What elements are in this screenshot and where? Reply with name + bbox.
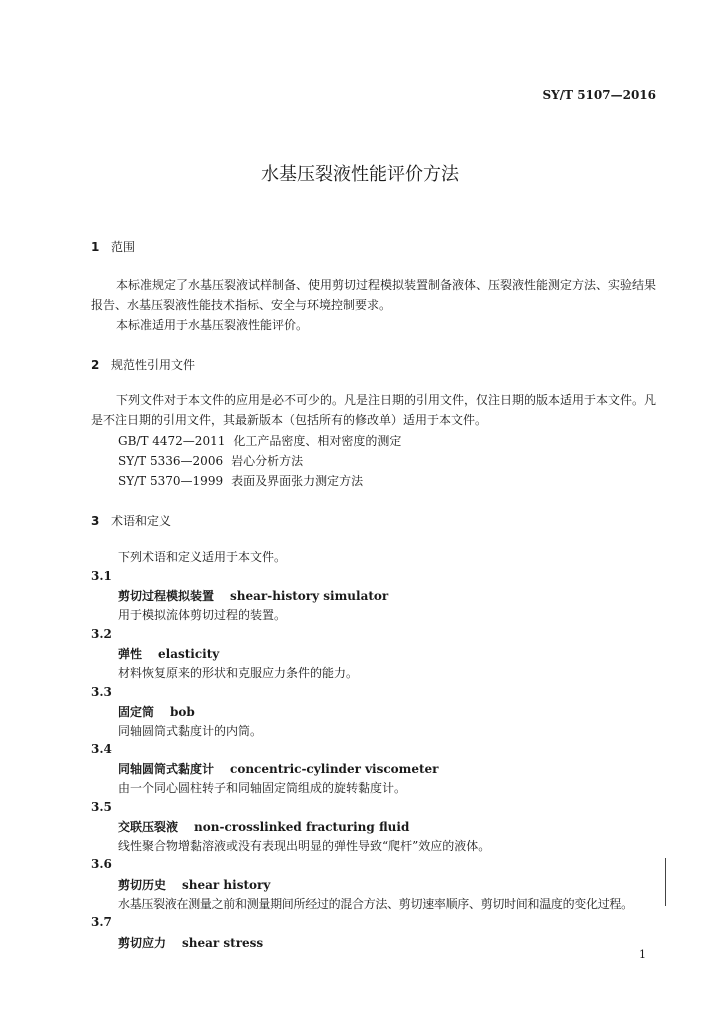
- term-number: 3.7: [91, 915, 112, 929]
- page-number: 1: [639, 948, 646, 961]
- section-number: 1: [91, 240, 100, 254]
- document-title: 水基压裂液性能评价方法: [261, 164, 459, 185]
- reference-item: [118, 472, 363, 489]
- term-definition: 线性聚合物增黏溶液或没有表现出明显的弹性导致“爬杆”效应的液体。: [118, 839, 491, 853]
- term-en: elasticity: [158, 647, 220, 661]
- term-zh: 交联压裂液: [118, 820, 179, 834]
- term-heading: [118, 934, 263, 951]
- term-number: 3.6: [91, 857, 112, 871]
- standard-number: SY/T 5107—2016: [542, 88, 656, 102]
- reference-code: SY/T 5370—1999: [118, 474, 224, 488]
- term-number: 3.3: [91, 685, 112, 699]
- section-1-heading: [91, 238, 135, 255]
- section-3-intro: 下列术语和定义适用于本文件。: [118, 550, 287, 564]
- term-heading: [118, 876, 270, 893]
- section-3-heading: [91, 512, 171, 529]
- term-en: shear history: [182, 878, 271, 892]
- reference-name: 化工产品密度、相对密度的测定: [233, 434, 402, 448]
- term-zh: 固定筒: [118, 705, 155, 719]
- term-heading: [118, 760, 439, 777]
- section-number: 3: [91, 514, 100, 528]
- term-zh: 剪切应力: [118, 936, 167, 950]
- margin-line: [665, 858, 666, 906]
- section-1-paragraph-2: 本标准适用于水基压裂液性能评价。: [116, 318, 309, 332]
- term-zh: 弹性: [118, 647, 143, 661]
- term-definition: 用于模拟流体剪切过程的装置。: [118, 608, 287, 622]
- section-2-heading: [91, 356, 195, 373]
- section-title: 范围: [111, 240, 136, 254]
- section-title: 规范性引用文件: [111, 358, 196, 372]
- section-title: 术语和定义: [111, 514, 172, 528]
- reference-code: SY/T 5336—2006: [118, 454, 224, 468]
- term-heading: [118, 587, 388, 604]
- term-zh: 剪切历史: [118, 878, 167, 892]
- term-zh: 剪切过程模拟装置: [118, 589, 215, 603]
- term-heading: [118, 703, 195, 720]
- term-en: shear stress: [182, 936, 264, 950]
- term-heading: [118, 818, 409, 835]
- term-en: bob: [170, 705, 195, 719]
- term-heading: [118, 645, 219, 662]
- term-number: 3.4: [91, 742, 112, 756]
- section-2-paragraph-1: 下列文件对于本文件的应用是必不可少的。凡是注日期的引用文件，仅注日期的版本适用于本文件。凡是不注日期的引用文件，其最新版本（包括所有的修改单）适用于本文件。: [91, 393, 657, 427]
- term-en: shear-history simulator: [230, 589, 389, 603]
- term-definition: 水基压裂液在测量之前和测量期间所经过的混合方法、剪切速率顺序、剪切时间和温度的变化过程。: [118, 897, 633, 911]
- term-definition: 同轴圆筒式黏度计的内筒。: [118, 724, 263, 738]
- reference-name: 岩心分析方法: [231, 454, 304, 468]
- section-1-paragraph-1: 本标准规定了水基压裂液试样制备、使用剪切过程模拟装置制备液体、压裂液性能测定方法、实验结果报告、水基压裂液性能技术指标、安全与环境控制要求。: [91, 278, 657, 312]
- term-number: 3.5: [91, 800, 112, 814]
- term-en: concentric-cylinder viscometer: [230, 762, 439, 776]
- term-number: 3.1: [91, 569, 112, 583]
- term-zh: 同轴圆筒式黏度计: [118, 762, 215, 776]
- reference-item: [118, 432, 401, 449]
- reference-item: [118, 452, 303, 469]
- reference-code: GB/T 4472—2011: [118, 434, 226, 448]
- term-number: 3.2: [91, 627, 112, 641]
- section-number: 2: [91, 358, 100, 372]
- term-en: non-crosslinked fracturing fluid: [194, 820, 410, 834]
- reference-name: 表面及界面张力测定方法: [231, 474, 364, 488]
- term-definition: 由一个同心圆柱转子和同轴固定筒组成的旋转黏度计。: [118, 781, 407, 795]
- term-definition: 材料恢复原来的形状和克服应力条件的能力。: [118, 666, 359, 680]
